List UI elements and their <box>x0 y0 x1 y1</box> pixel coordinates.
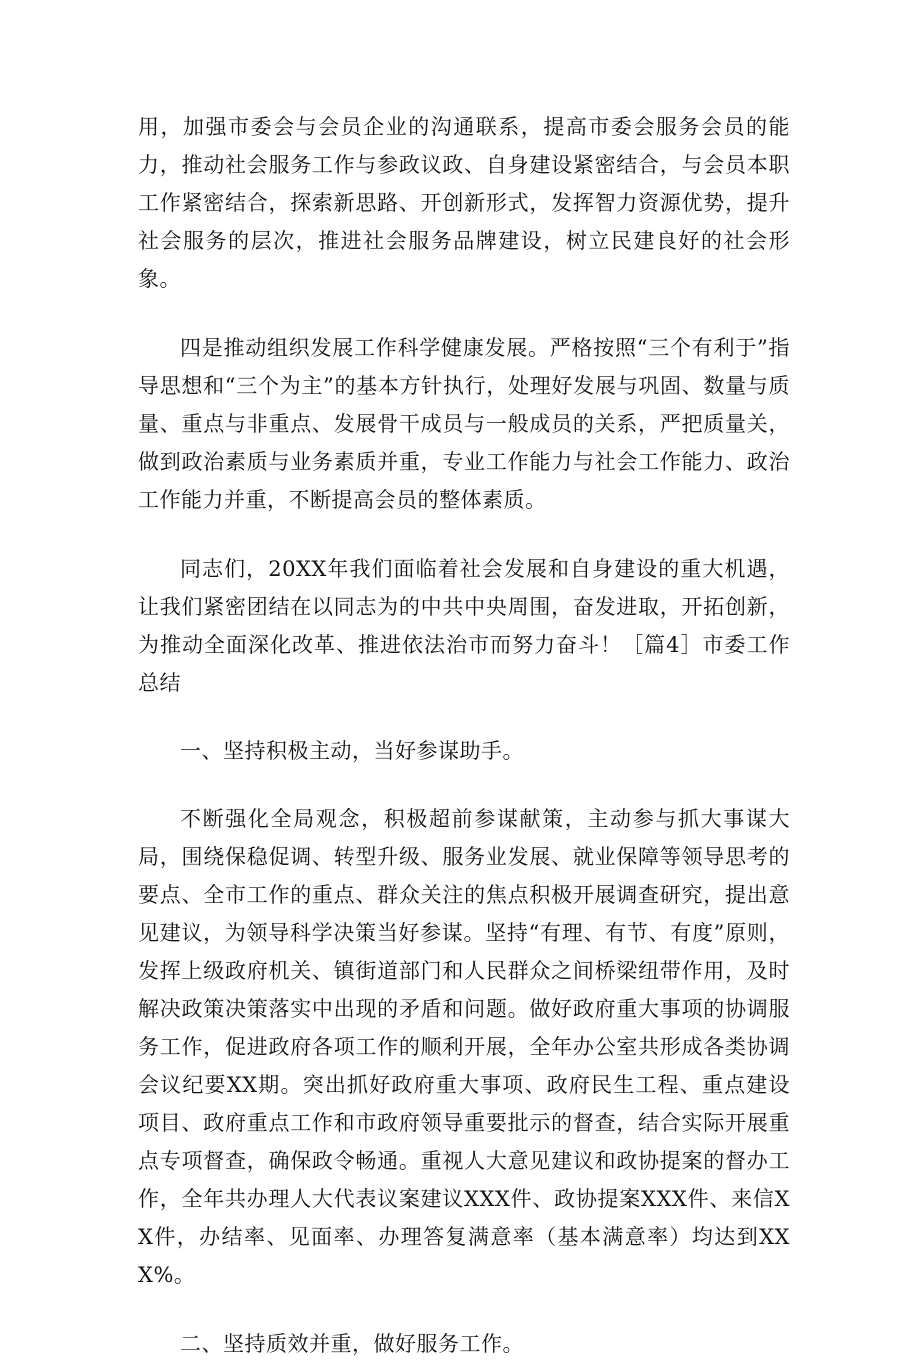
paragraph-closing: 同志们，20XX年我们面临着社会发展和自身建设的重大机遇，让我们紧密团结在以同志为的中共中央周围，奋发进取，开拓创新，为推动全面深化改革、推进依法治市而努力奋斗！［篇4］市委工作总结 <box>138 557 790 695</box>
section-heading-two: 二、坚持质效并重，做好服务工作。 <box>180 1332 524 1356</box>
paragraph-section-one-body: 不断强化全局观念，积极超前参谋献策，主动参与抓大事谋大局，围绕保稳促调、转型升级、服务业发展、就业保障等领导思考的要点、全市工作的重点、群众关注的焦点积极开展调查研究，提出意见建议，为领导科学决策当好参谋。坚持“有理、有节、有度”原则，发挥上级政府机关、镇街道部门和人民群众之间桥梁纽带作用，及时解决政策决策落实中出现的矛盾和问题。做好政府重大事项的协调服务工作，促进政府各项工作的顺利开展，全年办公室共形成各类协调会议纪要XX期。突出抓好政府重大事项、政府民生工程、重点建设项目、政府重点工作和市政府领导重要批示的督查，结合实际开展重点专项督查，确保政令畅通。重视人大意见建议和政协提案的督办工作，全年共办理人大代表议案建议XXX件、政协提案XXX件、来信XX件，办结率、见面率、办理答复满意率（基本满意率）均达到XXX%。 <box>138 807 790 1287</box>
document-body <box>138 108 790 1363</box>
paragraph-continuation: 用，加强市委会与会员企业的沟通联系，提高市委会服务会员的能力，推动社会服务工作与参政议政、自身建设紧密结合，与会员本职工作紧密结合，探索新思路、开创新形式，发挥智力资源优势，提升社会服务的层次，推进社会服务品牌建设，树立民建良好的社会形象。 <box>138 115 790 291</box>
section-heading-one: 一、坚持积极主动，当好参谋助手。 <box>180 739 524 763</box>
paragraph-point-four: 四是推动组织发展工作科学健康发展。严格按照“三个有利于”指导思想和“三个为主”的基本方针执行，处理好发展与巩固、数量与质量、重点与非重点、发展骨干成员与一般成员的关系，严把质量关，做到政治素质与业务素质并重，专业工作能力与社会工作能力、政治工作能力并重，不断提高会员的整体素质。 <box>138 336 790 512</box>
